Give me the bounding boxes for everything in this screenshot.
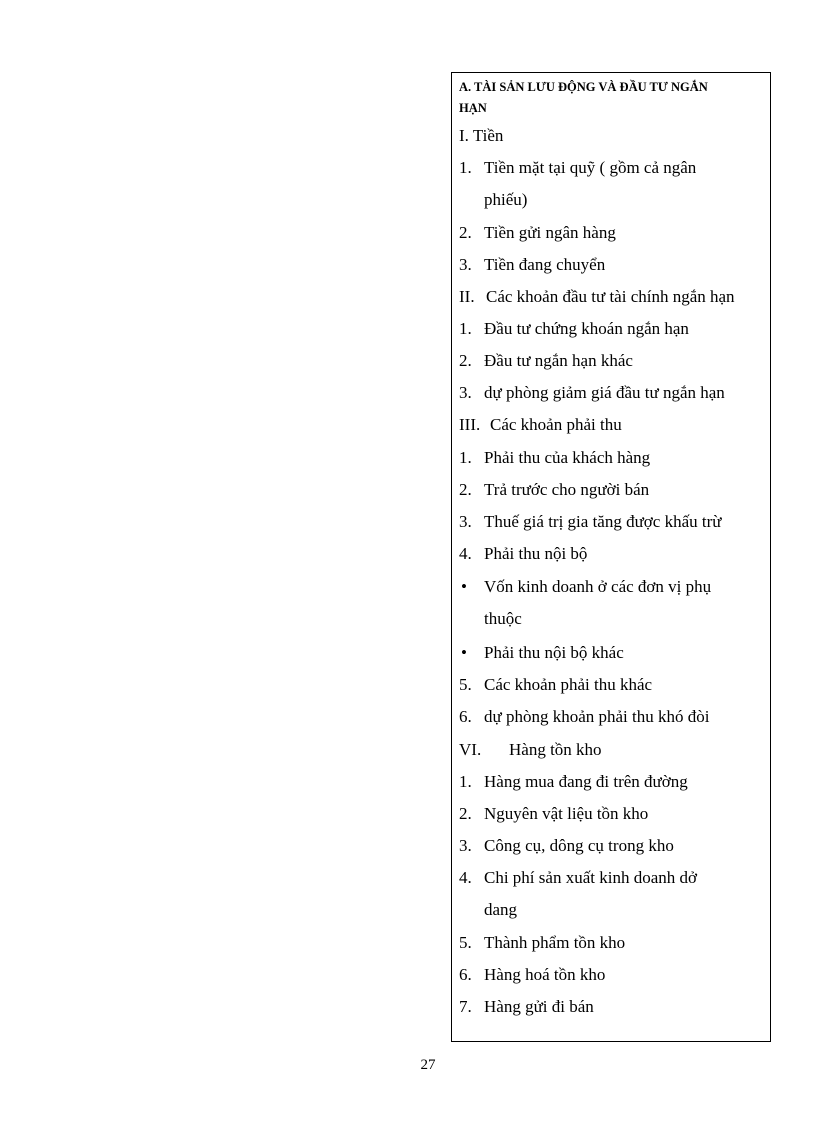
item-marker: 1.: [459, 319, 472, 338]
item-marker: 4.: [459, 544, 472, 563]
item-text: Các khoản đầu tư tài chính ngắn hạn: [486, 287, 735, 306]
item-marker: 2.: [459, 480, 472, 499]
item-text: Trả trước cho người bán: [484, 480, 650, 499]
item-text: Hàng hoá tồn kho: [484, 965, 606, 984]
item-text: Các khoản phải thu: [490, 415, 622, 434]
item-text: Phải thu nội bộ khác: [484, 643, 624, 662]
item-text: Nguyên vật liệu tồn kho: [484, 804, 649, 823]
item-text: dự phòng khoản phải thu khó đòi: [484, 707, 710, 726]
item-marker: 1.: [459, 448, 472, 467]
item-marker: VI.: [459, 740, 482, 759]
bullet-marker: •: [461, 643, 467, 662]
item-marker: 3.: [459, 383, 472, 402]
item-marker: II.: [459, 287, 475, 306]
item-text: Đầu tư ngắn hạn khác: [484, 351, 633, 370]
section-heading: [459, 77, 759, 119]
balance-sheet-table-cell: [451, 72, 771, 1042]
item-marker: 2.: [459, 804, 472, 823]
item-marker: 2.: [459, 223, 472, 242]
heading-line-1: A. TÀI SẢN LƯU ĐỘNG VÀ ĐẦU TƯ NGẮN: [459, 80, 708, 94]
item-text: Phải thu của khách hàng: [484, 448, 651, 467]
item-text: Chi phí sản xuất kinh doanh dở: [484, 868, 697, 887]
item-text: Tiền mặt tại quỹ ( gồm cả ngân: [484, 158, 697, 177]
item-marker: 6.: [459, 707, 472, 726]
item-text: dự phòng giảm giá đầu tư ngắn hạn: [484, 383, 725, 402]
item-marker: 5.: [459, 933, 472, 952]
bullet-marker: •: [461, 577, 467, 596]
item-marker: 4.: [459, 868, 472, 887]
item-text: Công cụ, dông cụ trong kho: [484, 836, 674, 855]
heading-line-2: HẠN: [459, 101, 487, 115]
item-text: I. Tiền: [459, 126, 504, 145]
item-marker: 6.: [459, 965, 472, 984]
item-text: Thành phẩm tồn kho: [484, 933, 626, 952]
item-text: Các khoản phải thu khác: [484, 675, 653, 694]
item-marker: 5.: [459, 675, 472, 694]
item-text: Đầu tư chứng khoán ngắn hạn: [484, 319, 689, 338]
item-text: Hàng mua đang đi trên đường: [484, 772, 688, 791]
item-marker: III.: [459, 415, 481, 434]
item-text-continued: dang: [484, 900, 518, 919]
item-marker: 1.: [459, 158, 472, 177]
item-text: Vốn kinh doanh ở các đơn vị phụ: [484, 577, 712, 596]
item-marker: 2.: [459, 351, 472, 370]
item-text: Phải thu nội bộ: [484, 544, 588, 563]
item-marker: 1.: [459, 772, 472, 791]
item-marker: 3.: [459, 512, 472, 531]
item-marker: 7.: [459, 997, 472, 1016]
item-text: Thuế giá trị gia tăng được khấu trừ: [484, 512, 722, 531]
page-number: 27: [420, 1057, 436, 1073]
item-text-continued: phiếu): [484, 190, 528, 209]
item-marker: 3.: [459, 255, 472, 274]
item-text: Tiền gửi ngân hàng: [484, 223, 616, 242]
item-marker: 3.: [459, 836, 472, 855]
item-text-continued: thuộc: [484, 609, 522, 628]
item-text: Hàng tồn kho: [509, 740, 602, 759]
item-text: Tiền đang chuyển: [484, 255, 606, 274]
item-text: Hàng gửi đi bán: [484, 997, 594, 1016]
